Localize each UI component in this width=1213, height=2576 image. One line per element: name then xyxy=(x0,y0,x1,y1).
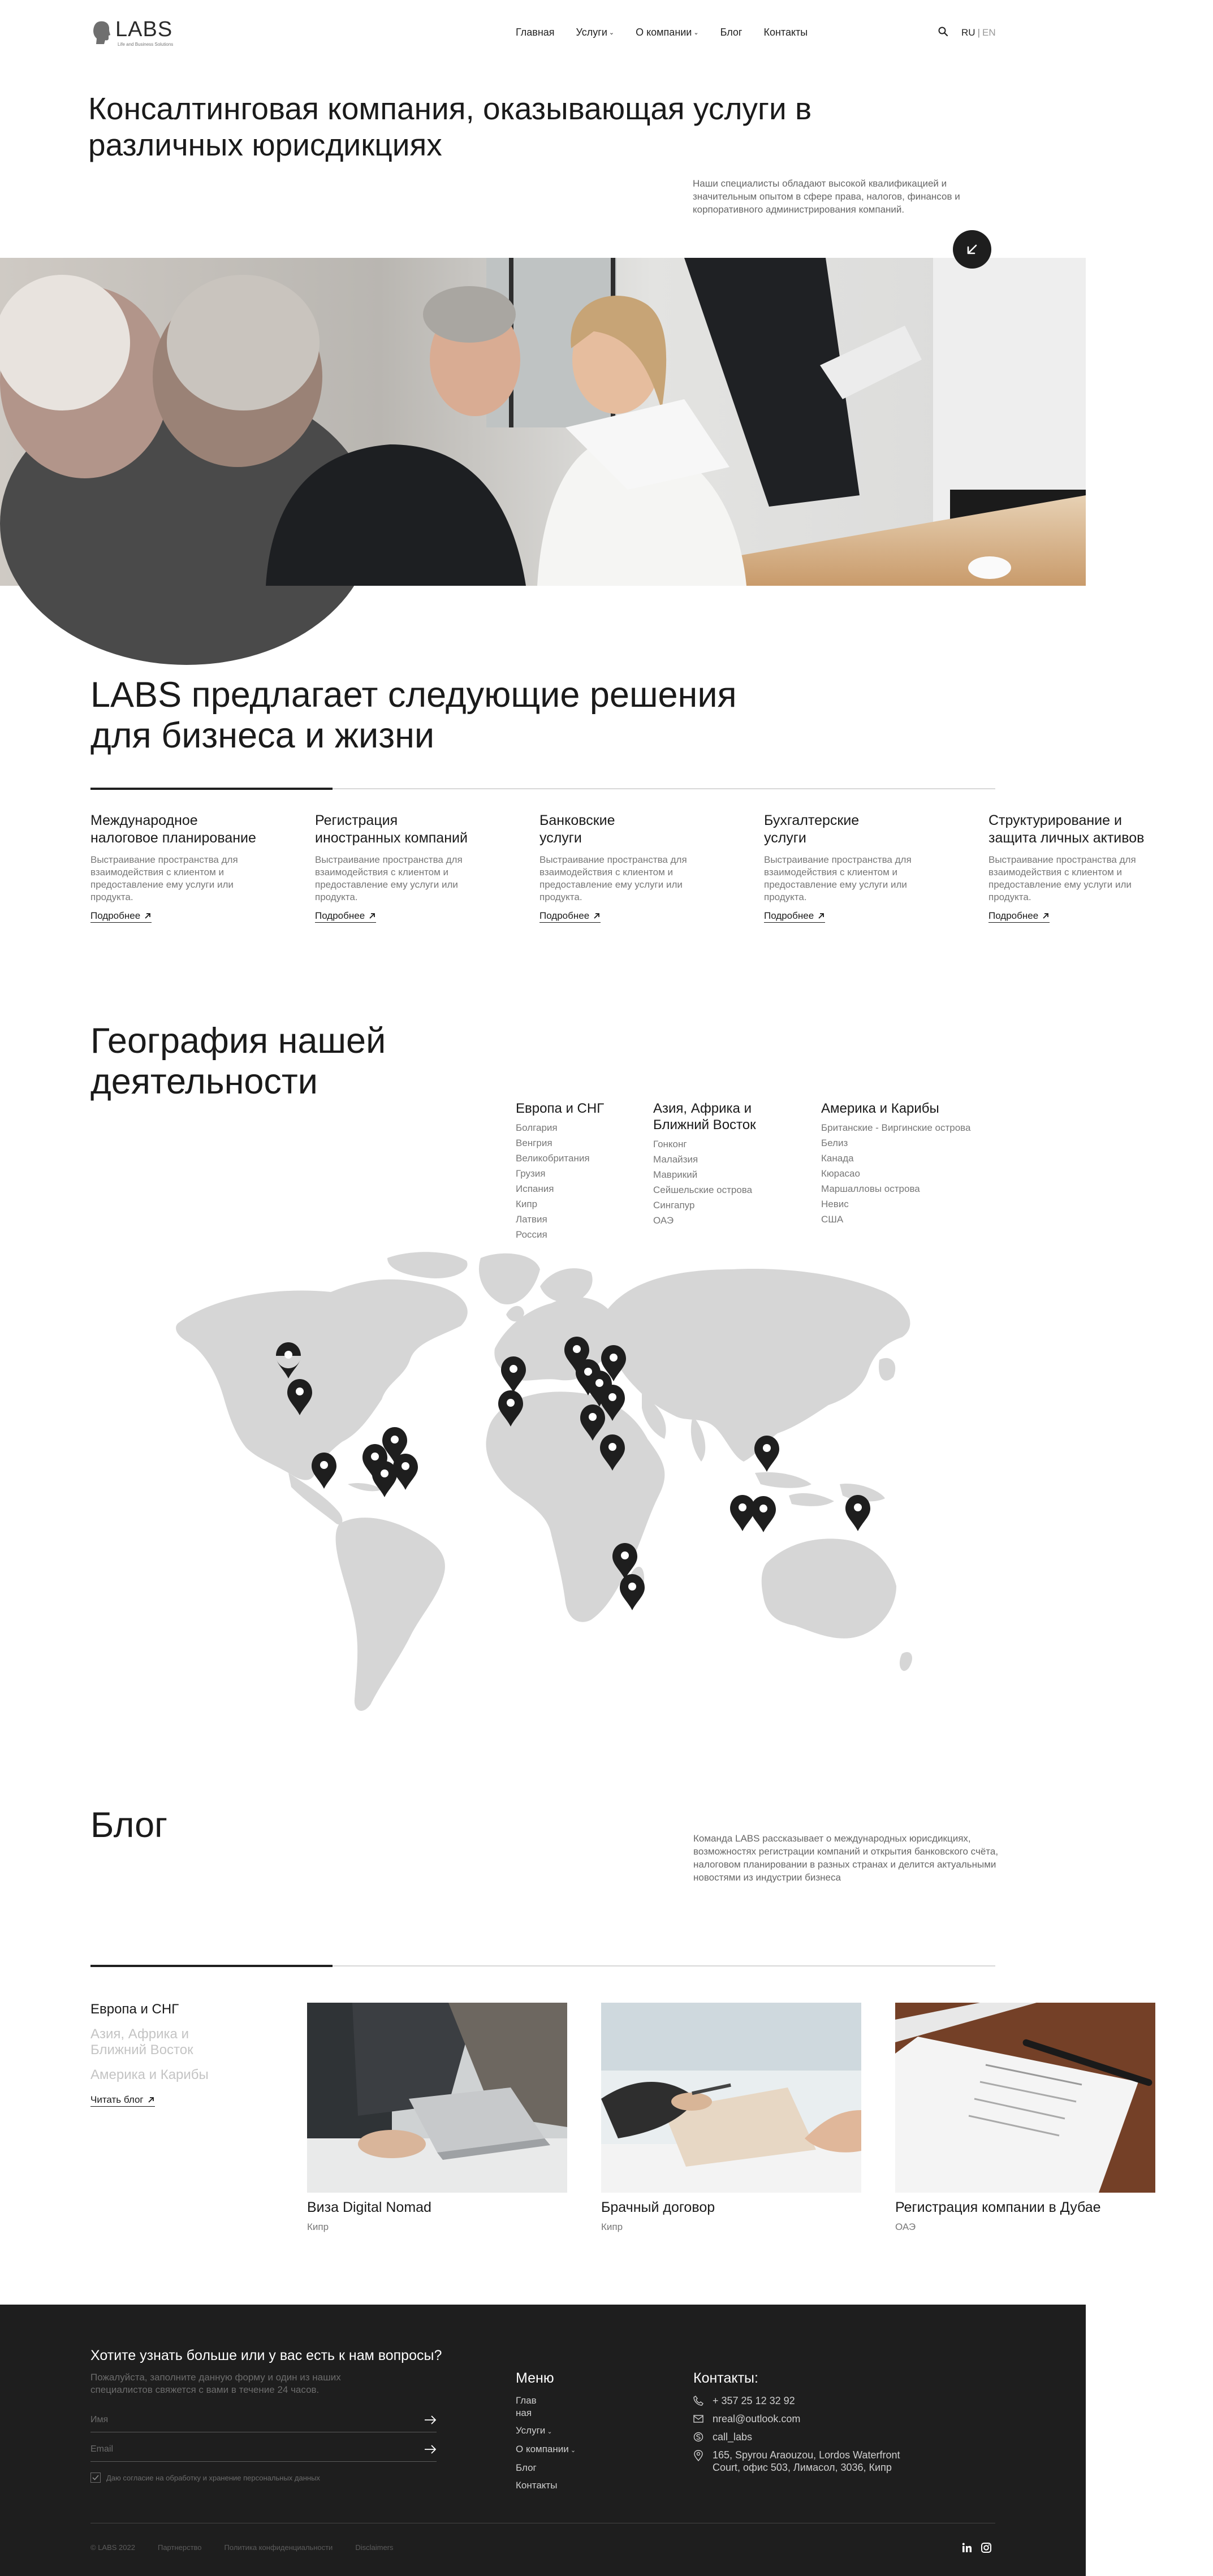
footer-menu-services-label: Услуги xyxy=(516,2425,546,2436)
footer-menu-blog[interactable]: Блог xyxy=(516,2462,537,2473)
footer-link-privacy[interactable]: Политика конфиденциальности xyxy=(224,2543,333,2552)
country-item[interactable]: Испания xyxy=(516,1183,554,1194)
footer-question: Хотите узнать больше или у вас есть к нам вопросы? xyxy=(90,2348,442,2363)
blog-category-asia[interactable]: Азия, Африка и Ближний Восток xyxy=(90,2026,193,2058)
blog-posts xyxy=(307,2003,1155,2233)
post-image xyxy=(601,2003,861,2193)
contact-skype[interactable] xyxy=(693,2431,927,2443)
name-input[interactable] xyxy=(90,2410,407,2430)
country-item[interactable]: Кипр xyxy=(516,1199,538,1209)
language-switcher xyxy=(961,27,996,38)
post-title: Виза Digital Nomad xyxy=(307,2199,431,2215)
country-item[interactable]: ОАЭ xyxy=(653,1215,674,1226)
region-asia xyxy=(653,1100,756,1228)
main-nav xyxy=(516,27,808,38)
blog-post-card[interactable] xyxy=(601,2003,861,2233)
service-card xyxy=(539,812,764,923)
nav-contacts-label: Контакты xyxy=(763,27,808,38)
arrow-right-icon[interactable] xyxy=(424,2444,437,2455)
checkbox-icon[interactable] xyxy=(90,2473,101,2483)
more-label: Подробнее xyxy=(90,910,141,921)
nav-contacts[interactable] xyxy=(764,27,808,38)
arrow-down-left-icon xyxy=(964,241,981,258)
lang-en[interactable]: EN xyxy=(982,27,996,38)
region-americas xyxy=(821,1100,970,1227)
nav-services-label: Услуги xyxy=(576,27,607,38)
blog-category-europe[interactable]: Европа и СНГ xyxy=(90,2002,179,2017)
scroll-down-button[interactable] xyxy=(953,230,991,269)
more-label: Подробнее xyxy=(315,910,365,921)
nav-home[interactable] xyxy=(516,27,555,38)
instagram-icon[interactable] xyxy=(981,2542,992,2553)
post-location: Кипр xyxy=(307,2221,329,2232)
services-title: LABS предлагает следующие решения для бизнеса и жизни xyxy=(90,675,737,755)
social-links xyxy=(961,2542,992,2553)
region-title: Европа и СНГ xyxy=(516,1101,605,1116)
more-label: Подробнее xyxy=(764,910,814,921)
contact-phone[interactable] xyxy=(693,2395,927,2407)
country-item[interactable]: Канада xyxy=(821,1153,854,1164)
country-item[interactable]: Сингапур xyxy=(653,1200,695,1211)
country-item[interactable]: Белиз xyxy=(821,1138,848,1148)
phone-icon xyxy=(693,2396,703,2406)
footer-menu-home[interactable]: Глав ная xyxy=(516,2395,537,2418)
service-text: Выстраивание пространства для взаимодействия с клиентом и предоставление ему услуги или продукта. xyxy=(764,854,912,902)
footer-question-sub: Пожалуйста, заполните данную форму и один из наших специалистов свяжется с вами в течение 24 часов. xyxy=(90,2372,341,2395)
contact-skype-text: call_labs xyxy=(713,2431,753,2443)
arrow-up-right-icon xyxy=(1042,912,1050,920)
country-item[interactable]: США xyxy=(821,1214,844,1225)
country-item[interactable]: Грузия xyxy=(516,1168,546,1179)
country-item[interactable]: Невис xyxy=(821,1199,849,1209)
email-input[interactable] xyxy=(90,2439,407,2460)
service-title: Банковские услуги xyxy=(539,812,615,846)
services-list xyxy=(90,812,1213,923)
service-title: Регистрация иностранных компаний xyxy=(315,812,468,846)
post-title: Брачный договор xyxy=(601,2199,715,2215)
linkedin-icon[interactable] xyxy=(961,2542,973,2553)
arrow-up-right-icon xyxy=(593,912,601,920)
footer-menu-contacts[interactable]: Контакты xyxy=(516,2480,558,2491)
country-item[interactable]: Маршалловы острова xyxy=(821,1183,920,1194)
region-europe xyxy=(516,1100,604,1242)
service-title: Международное налоговое планирование xyxy=(90,812,256,846)
country-item[interactable]: Венгрия xyxy=(516,1138,552,1148)
contact-address-text: 165, Spyrou Araouzou, Lordos Waterfront Court, офис 503, Лимасол, 3036, Кипр xyxy=(713,2449,900,2473)
service-more-link[interactable] xyxy=(539,910,601,923)
blog-title: Блог xyxy=(90,1805,168,1845)
mail-icon xyxy=(693,2414,703,2424)
copyright: © LABS 2022 xyxy=(90,2543,135,2552)
country-item[interactable]: Россия xyxy=(516,1229,547,1240)
footer-bottom-links xyxy=(90,2543,394,2552)
footer-menu-about-label: О компании xyxy=(516,2444,569,2454)
chevron-down-icon: ⌄ xyxy=(568,2447,576,2454)
search-icon[interactable] xyxy=(938,26,949,37)
country-item[interactable]: Гонконг xyxy=(653,1139,687,1149)
arrow-up-right-icon xyxy=(144,912,152,920)
consent-label: Даю согласие на обработку и хранение персональных данных xyxy=(106,2473,320,2482)
logo-text: LABS xyxy=(115,18,173,41)
country-item[interactable]: Болгария xyxy=(516,1122,558,1133)
arrow-up-right-icon xyxy=(147,2096,155,2104)
lang-separator: | xyxy=(977,27,980,38)
country-list xyxy=(821,1120,970,1227)
blog-slider-track xyxy=(90,1965,995,1966)
contact-address xyxy=(693,2449,927,2474)
arrow-right-icon[interactable] xyxy=(424,2414,437,2426)
blog-category-americas[interactable]: Америка и Карибы xyxy=(90,2067,209,2082)
contact-email[interactable] xyxy=(693,2413,927,2425)
contact-phone-text: + 357 25 12 32 92 xyxy=(713,2395,795,2406)
nav-blog[interactable] xyxy=(720,27,743,38)
footer-menu-services[interactable] xyxy=(516,2424,576,2438)
hero-title: Консалтинговая компания, оказывающая услуги в различных юрисдикциях xyxy=(88,91,812,162)
arrow-up-right-icon xyxy=(368,912,376,920)
country-item[interactable]: Латвия xyxy=(516,1214,547,1225)
more-label: Подробнее xyxy=(988,910,1039,921)
blog-slider-indicator[interactable] xyxy=(90,1965,333,1967)
geography-title: География нашей деятельности xyxy=(90,1021,386,1101)
logo[interactable] xyxy=(92,18,172,46)
footer-menu xyxy=(516,2370,576,2497)
chevron-down-icon: ⌄ xyxy=(545,2428,552,2435)
more-label: Подробнее xyxy=(539,910,590,921)
region-title: Америка и Карибы xyxy=(821,1101,939,1116)
nav-home-label: Главная xyxy=(516,27,555,38)
blog-subtitle: Команда LABS рассказывает о международных юрисдикциях, возможностях регистрации компаний и открытия банковского счёта, налоговом планировании в разных странах и делится актуальными новостями из индустрии бизнеса xyxy=(693,1833,999,1883)
service-title: Структурирование и защита личных активов xyxy=(988,812,1145,846)
footer-link-disclaimers[interactable]: Disclaimers xyxy=(355,2543,394,2552)
post-image xyxy=(307,2003,567,2193)
country-item[interactable]: Малайзия xyxy=(653,1154,698,1165)
blog-post-card[interactable] xyxy=(307,2003,567,2233)
name-field xyxy=(90,2410,437,2432)
footer-menu-title: Меню xyxy=(516,2370,554,2386)
service-more-link[interactable] xyxy=(764,910,825,923)
service-title: Бухгалтерские услуги xyxy=(764,812,860,846)
world-map xyxy=(144,1247,936,1727)
country-item[interactable]: Великобритания xyxy=(516,1153,590,1164)
service-more-link[interactable] xyxy=(90,910,152,923)
service-card xyxy=(764,812,988,923)
blog-categories xyxy=(90,2002,260,2107)
skype-icon xyxy=(693,2432,703,2442)
lang-ru[interactable]: RU xyxy=(961,27,975,38)
post-location: ОАЭ xyxy=(895,2221,916,2232)
service-card xyxy=(988,812,1213,923)
footer-menu-about[interactable] xyxy=(516,2443,576,2457)
hero-photo xyxy=(0,258,1086,586)
country-item[interactable]: Кюрасао xyxy=(821,1168,860,1179)
hero-subtitle: Наши специалисты обладают высокой квалификацией и значительным опытом в сфере права, налогов, финансов и корпоративного администрирования компаний. xyxy=(693,178,960,215)
service-text: Выстраивание пространства для взаимодействия с клиентом и предоставление ему услуги или продукта. xyxy=(315,854,463,902)
country-item[interactable]: Маврикий xyxy=(653,1169,698,1180)
post-title: Регистрация компании в Дубае xyxy=(895,2199,1101,2215)
service-card xyxy=(90,812,315,923)
logo-head-icon xyxy=(92,18,111,46)
post-image xyxy=(895,2003,1155,2193)
email-field xyxy=(90,2439,437,2462)
country-item[interactable]: Британские - Виргинские острова xyxy=(821,1122,971,1133)
service-text: Выстраивание пространства для взаимодействия с клиентом и предоставление ему услуги или продукта. xyxy=(90,854,238,902)
country-list xyxy=(516,1120,604,1242)
site-footer xyxy=(0,2305,1086,2576)
service-text: Выстраивание пространства для взаимодействия с клиентом и предоставление ему услуги или продукта. xyxy=(988,854,1136,902)
consent-checkbox[interactable] xyxy=(90,2473,320,2483)
service-card xyxy=(315,812,539,923)
arrow-up-right-icon xyxy=(817,912,825,920)
country-item[interactable]: Сейшельские острова xyxy=(653,1185,753,1195)
location-pin-icon xyxy=(693,2450,703,2461)
country-list xyxy=(653,1136,756,1228)
service-more-link[interactable] xyxy=(315,910,376,923)
site-header xyxy=(0,0,1086,65)
nav-blog-label: Блог xyxy=(720,27,743,38)
chevron-down-icon: ⌄ xyxy=(608,29,615,36)
nav-about[interactable] xyxy=(636,27,699,38)
services-slider-indicator[interactable] xyxy=(90,788,333,790)
services-slider-track xyxy=(90,788,995,789)
footer-link-partnership[interactable]: Партнерство xyxy=(157,2543,202,2552)
blog-post-card[interactable] xyxy=(895,2003,1155,2233)
read-blog-link[interactable] xyxy=(90,2094,155,2107)
read-blog-label: Читать блог xyxy=(90,2094,144,2105)
footer-contacts-title: Контакты: xyxy=(693,2370,758,2386)
service-more-link[interactable] xyxy=(988,910,1050,923)
chevron-down-icon: ⌄ xyxy=(693,29,699,36)
nav-about-label: О компании xyxy=(636,27,692,38)
post-location: Кипр xyxy=(601,2221,623,2232)
footer-contacts xyxy=(693,2370,927,2479)
logo-tagline: Life and Business Solutions xyxy=(118,42,174,47)
nav-services[interactable] xyxy=(576,27,615,38)
region-title: Азия, Африка и Ближний Восток xyxy=(653,1101,756,1133)
service-text: Выстраивание пространства для взаимодействия с клиентом и предоставление ему услуги или продукта. xyxy=(539,854,687,902)
contact-email-text: nreal@outlook.com xyxy=(713,2413,801,2424)
